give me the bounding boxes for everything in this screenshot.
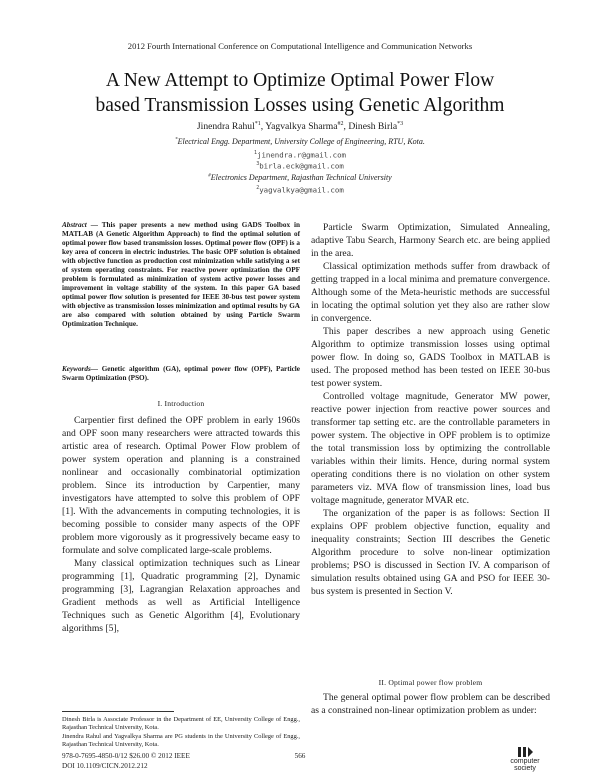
conference-header: 2012 Fourth International Conference on Computational Intelligence and Communication Networks [127,41,473,51]
footnote-1: Dinesh Birla is Associate Professor in the Department of EE, University College of Engg., Rajasthan Technical University, Kota. [62,716,300,732]
keywords [62,365,300,383]
footer-doi[interactable]: DOI 10.1109/CICN.2012.212 [62,762,148,770]
affiliation-2-text: Electronics Department, Rajasthan Technical University [210,173,392,182]
author-2: Yagvalkya Sharma [265,121,338,133]
opf-paragraph [311,691,550,717]
footer-isbn: 978-0-7695-4850-0/12 $26.00 © 2012 IEEE [62,752,190,760]
author-1: Jinendra Rahul [196,121,255,133]
abstract-text: — This paper presents a new method using GADS Toolbox in MATLAB (A Genetic Algorithm Approach) to find the optimal solution of optimal power flow based transmission losses. Optimal power flow (OPF) is a key area of concern in electric industries. The basic OPF solution is obtained with objective function as production cost minimization while satisfying a set of system operating constraints. For reactive power optimization the OPF problem is formulated as minimization of system active power losses and improvement in voltage stability of the system. In this paper GA based optimal power flow solution is presented for IEEE 30-bus test power system with objective as transmission losses minimization and optimal results by GA are also compared with solution obtained by using Particle Swarm Optimization Technique. [62,221,300,328]
author-2-mark: #2 [337,121,344,127]
email-3[interactable] [0,161,600,170]
affiliation-1-mark: * [175,137,178,143]
email-1-text: jinendra.r@gmail.com [257,150,346,160]
footnotes [62,716,300,750]
affiliation-1-text: Electrical Engg. Department, University College of Engineering, RTU, Kota. [177,137,425,146]
paragraph: Particle Swarm Optimization, Simulated Annealing, adaptive Tabu Search, Harmony Search etc. are being applied in the area. [311,222,550,259]
email-2-mark: 2 [256,185,260,191]
paragraph: This paper describes a new approach using Genetic Algorithm to optimize transmission losses using optimal power flow. In doing so, GADS Toolbox in MATLAB is used. The proposed method has been tested on IEEE 30-bus test power system. [311,326,550,389]
intro-column-left [62,414,300,635]
email-2-text: yagvalkya@gmail.com [259,185,344,195]
email-1-mark: 1 [253,150,257,156]
keywords-text: — Genetic algorithm (GA), optimal power flow (OPF), Particle Swarm Optimization (PSO). [62,365,300,382]
email-2[interactable] [0,185,600,194]
logo-line-1: computer [510,758,540,765]
abstract-label: Abstract [62,221,87,229]
abstract [62,221,300,329]
keywords-label: Keywords [62,365,91,373]
author-list [0,121,600,132]
email-3-text: birla.eck@gmail.com [259,161,344,171]
paper-title [40,68,560,118]
title-line-1: A New Attempt to Optimize Optimal Power Flow [105,70,495,91]
affiliation-2-mark: # [208,173,211,179]
paragraph: The organization of the paper is as follows: Section II explains OPF problem objective function, equality and inequality constraints; Section III describes the Genetic Algorithm procedure to solve non-linear optimization problems; PSO is discussed in Section IV. A comparison of simulation results obtained using GA and PSO for IEEE 30-bus system is presented in Section V. [311,508,550,597]
email-1[interactable] [0,150,600,159]
computer-society-logo [500,746,550,772]
paragraph: Controlled voltage magnitude, Generator MW power, reactive power injection from reactive power sources and transformer tap setting etc. are the controllable parameters in power system. The objective in OPF problem is to optimize the total transmission loss by optimizing the controllable variables within their limits. Hence, during normal system operating conditions there is no violation on other system parameters viz. MVA flow of transmission lines, load bus voltage magnitude, generator MVAR etc. [311,391,550,506]
author-3: Dinesh Birla [348,121,398,133]
ieee-logo-icon [516,746,534,758]
page-number: 566 [294,752,306,760]
author-separator: , [343,121,349,133]
paragraph: The general optimal power flow problem can be described as a constrained non-linear optimization problem as under: [311,692,550,716]
email-3-mark: 3 [256,161,260,167]
footnote-2: Jinendra Rahul and Yagvalkya Sharma are PG students in the University College of Engg., Rajasthan Technical University, Kota. [62,732,300,749]
logo-text [500,758,550,772]
section-heading-opf: II. Optimal power flow problem [378,678,483,687]
affiliation-1 [0,137,600,146]
section-heading-introduction: I. Introduction [157,399,205,408]
paragraph: Carpentier first defined the OPF problem in early 1960s and OPF soon many researchers were attracted towards this artistic area of research. Optimal Power Flow problem of power system operation and planning is a constrained nonlinear and occasionally combinatorial optimization problem. Since its introduction by Carpentier, many investigators have attempted to solve this problem of OPF [1]. With the advancements in computing technologies, it is becoming possible to consider many aspects of the OPF problem more vigorously as it progressively became easy to formulate and solve complicated large-scale problems. [62,415,300,556]
affiliation-2 [0,173,600,182]
footnote-divider [62,711,174,712]
author-1-mark: *1 [254,121,261,127]
paragraph: Classical optimization methods suffer from drawback of getting trapped in a local minima and premature convergence. Although some of the Meta-heuristic methods are successful in locating the optimal solution yet they also are rather slow in convergence. [311,261,550,324]
logo-line-2: society [514,765,536,772]
title-line-2: based Transmission Losses using Genetic Algorithm [95,95,505,116]
paragraph: Many classical optimization techniques such as Linear programming [1], Quadratic programming [2], Dynamic programming [3], Lagrangian Relaxation approaches and Gradient methods as well as Artificial Intelligence Techniques such as Genetic Algorithm [4], Evolutionary algorithms [5], [62,558,300,634]
author-3-mark: *3 [397,121,404,127]
author-separator: , [260,121,266,133]
intro-column-right [311,221,550,598]
